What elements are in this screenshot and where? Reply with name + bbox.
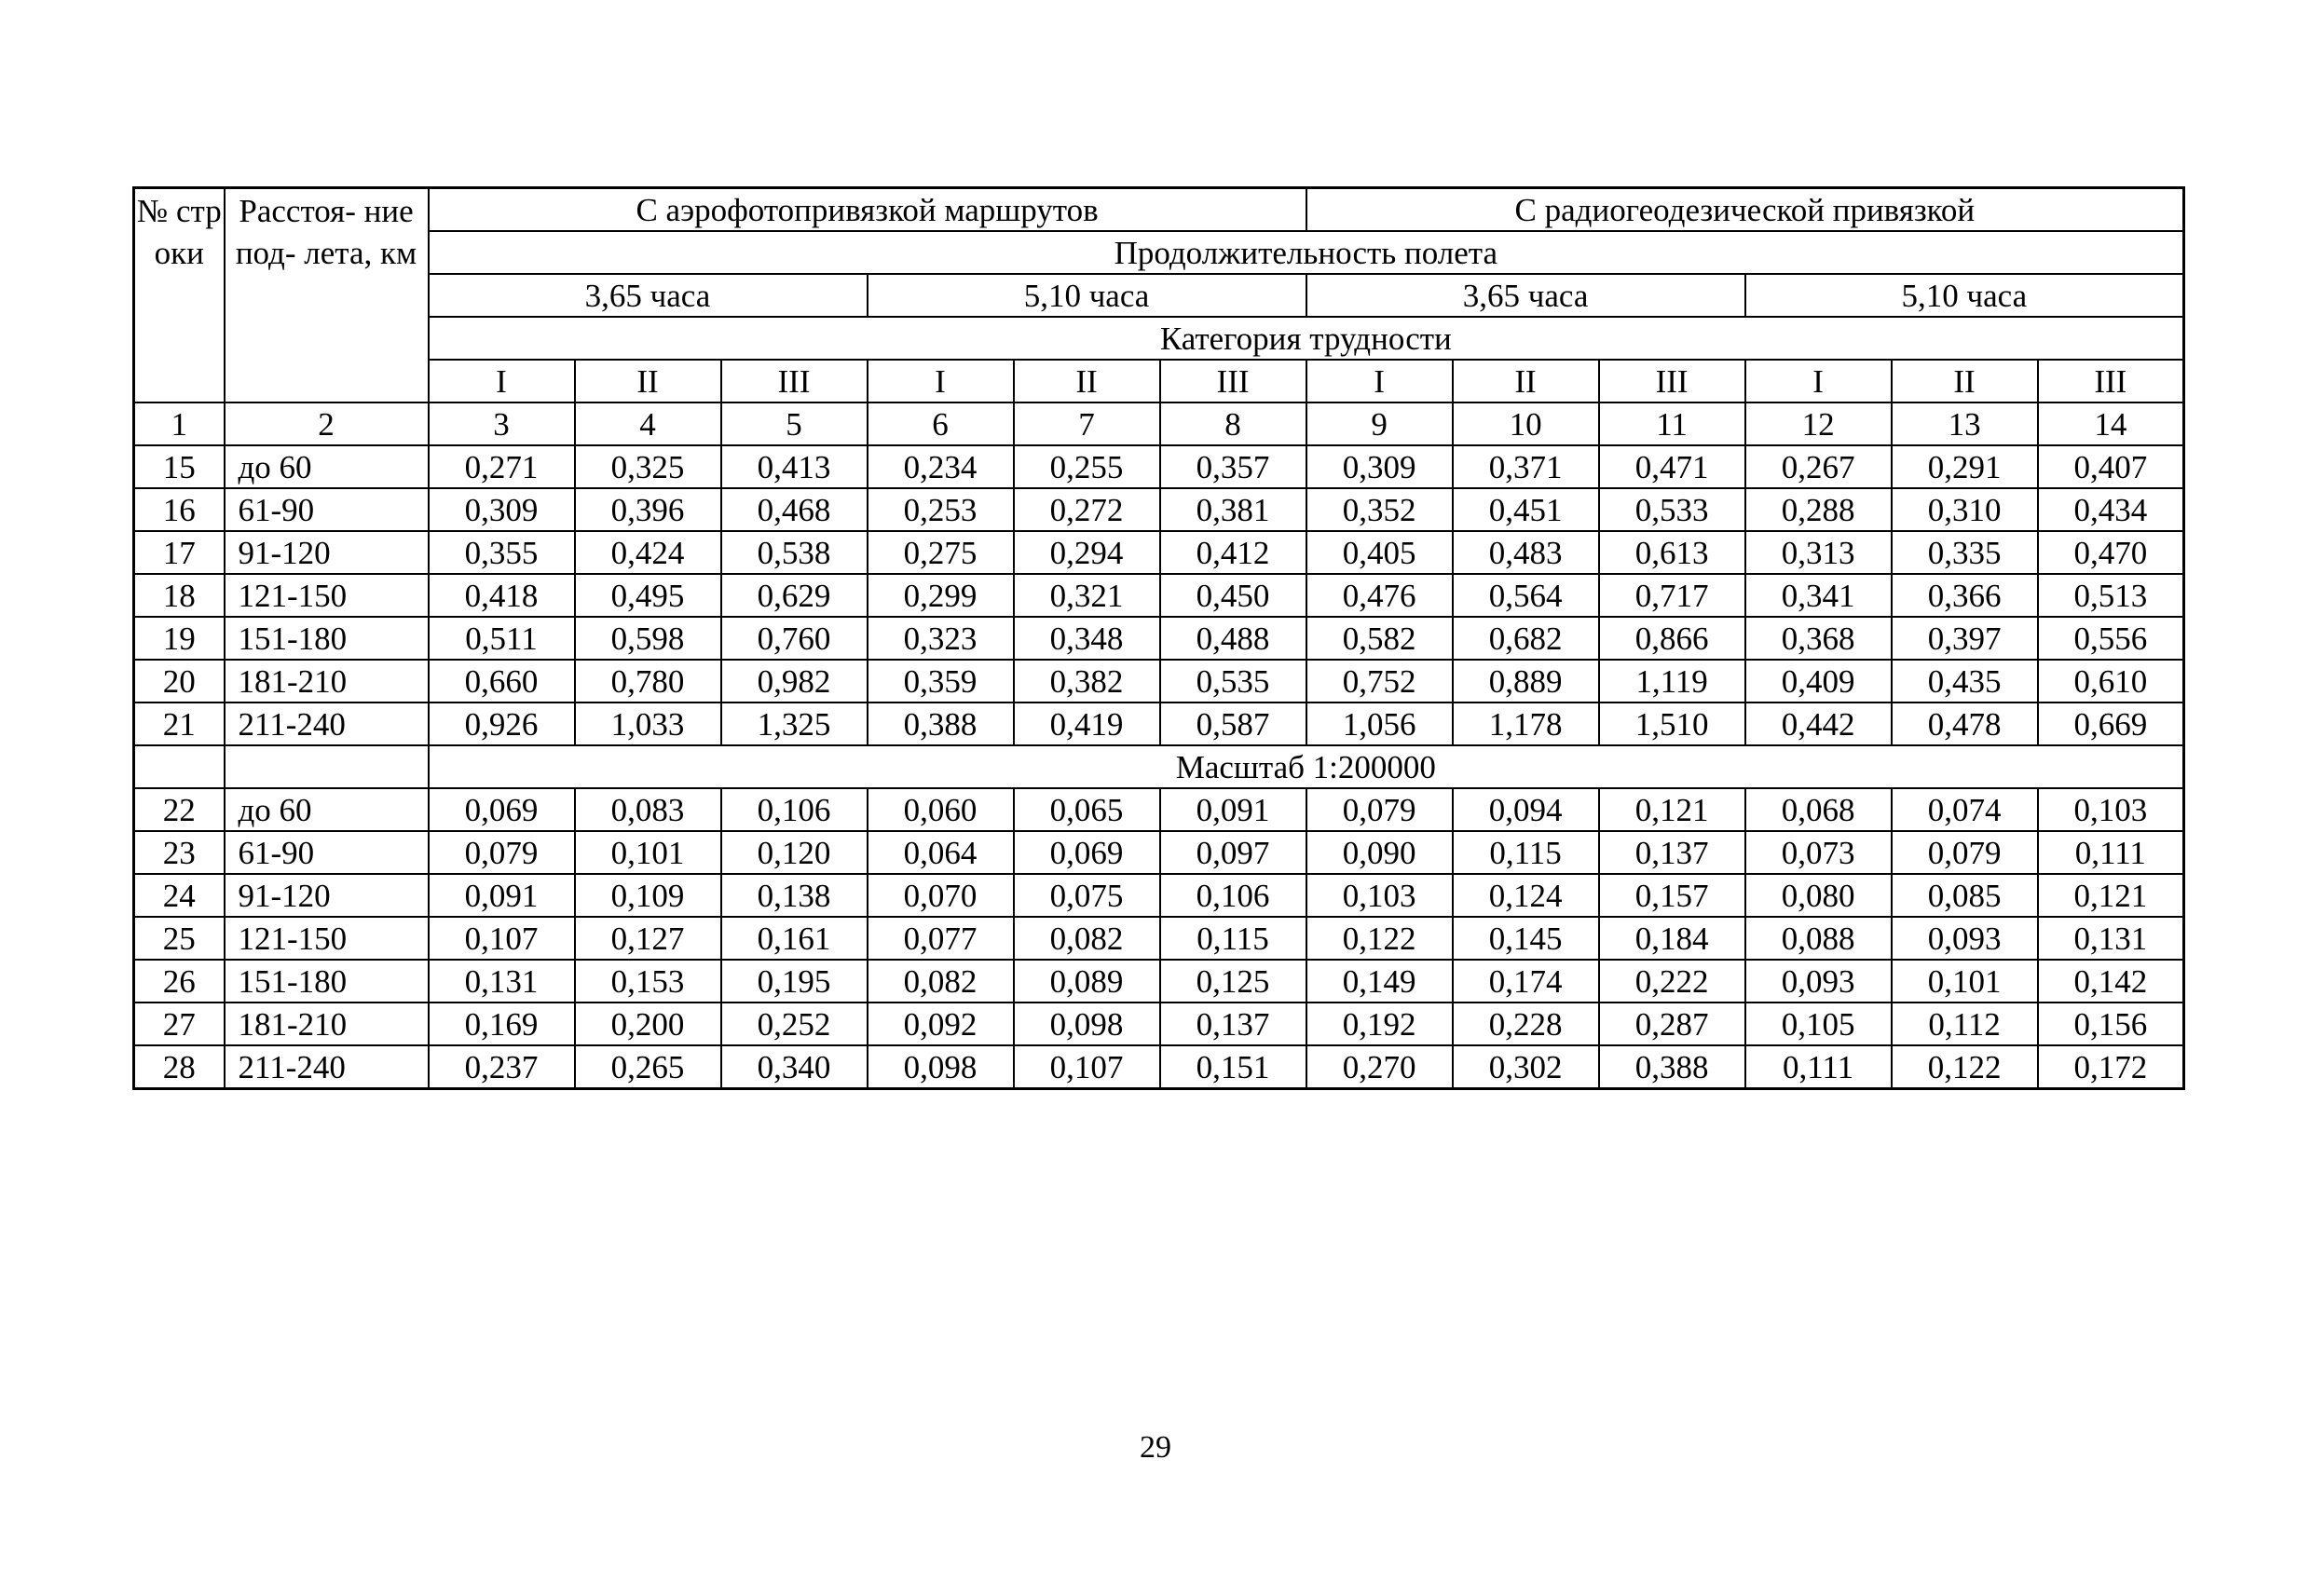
value-cell: 0,495 (575, 574, 721, 617)
value-cell: 0,442 (1745, 703, 1892, 745)
value-cell: 0,145 (1453, 917, 1599, 960)
value-cell: 0,598 (575, 617, 721, 660)
empty-cell (225, 745, 429, 788)
value-cell: 0,091 (1160, 788, 1306, 831)
column-number-cell: 12 (1745, 402, 1892, 445)
value-cell: 0,089 (1014, 960, 1160, 1003)
value-cell: 0,366 (1892, 574, 2038, 617)
table-row (134, 960, 2184, 1003)
value-cell: 0,309 (1306, 445, 1453, 488)
category-cell: III (1599, 360, 1745, 402)
value-cell: 0,234 (868, 445, 1014, 488)
value-cell: 0,368 (1745, 617, 1892, 660)
value-cell: 0,101 (1892, 960, 2038, 1003)
row-number-cell: 15 (134, 445, 225, 488)
value-cell: 0,272 (1014, 488, 1160, 531)
value-cell: 0,355 (429, 531, 575, 574)
table-row (134, 703, 2184, 745)
scale-row (134, 745, 2184, 788)
value-cell: 0,138 (721, 874, 868, 917)
header-difficulty: Категория трудности (429, 317, 2184, 360)
value-cell: 0,382 (1014, 660, 1160, 703)
value-cell: 0,103 (2038, 788, 2184, 831)
value-cell: 0,137 (1599, 831, 1745, 874)
value-cell: 0,309 (429, 488, 575, 531)
value-cell: 0,093 (1892, 917, 2038, 960)
value-cell: 0,106 (721, 788, 868, 831)
table-row (134, 488, 2184, 531)
value-cell: 0,252 (721, 1003, 868, 1045)
value-cell: 0,483 (1453, 531, 1599, 574)
value-cell: 0,101 (575, 831, 721, 874)
table-row (134, 788, 2184, 831)
value-cell: 0,184 (1599, 917, 1745, 960)
value-cell: 0,388 (1599, 1045, 1745, 1089)
value-cell: 0,451 (1453, 488, 1599, 531)
value-cell: 0,340 (721, 1045, 868, 1089)
value-cell: 0,094 (1453, 788, 1599, 831)
row-number-cell: 18 (134, 574, 225, 617)
value-cell: 0,222 (1599, 960, 1745, 1003)
value-cell: 0,127 (575, 917, 721, 960)
value-cell: 0,435 (1892, 660, 2038, 703)
value-cell: 0,470 (2038, 531, 2184, 574)
value-cell: 0,405 (1306, 531, 1453, 574)
table-row (134, 574, 2184, 617)
value-cell: 0,156 (2038, 1003, 2184, 1045)
value-cell: 0,538 (721, 531, 868, 574)
value-cell: 0,090 (1306, 831, 1453, 874)
value-cell: 0,098 (868, 1045, 1014, 1089)
value-cell: 0,200 (575, 1003, 721, 1045)
row-number-cell: 25 (134, 917, 225, 960)
value-cell: 0,271 (429, 445, 575, 488)
value-cell: 0,070 (868, 874, 1014, 917)
value-cell: 0,866 (1599, 617, 1745, 660)
value-cell: 0,112 (1892, 1003, 2038, 1045)
value-cell: 0,111 (2038, 831, 2184, 874)
header-flight-duration: Продолжительность полета (429, 231, 2184, 274)
value-cell: 0,669 (2038, 703, 2184, 745)
value-cell: 0,091 (429, 874, 575, 917)
column-number-cell: 3 (429, 402, 575, 445)
row-number-cell: 21 (134, 703, 225, 745)
value-cell: 0,535 (1160, 660, 1306, 703)
header-duration: 5,10 часа (868, 274, 1306, 317)
value-cell: 0,682 (1453, 617, 1599, 660)
column-number-cell: 2 (225, 402, 429, 445)
value-cell: 0,122 (1892, 1045, 2038, 1089)
value-cell: 1,325 (721, 703, 868, 745)
value-cell: 0,106 (1160, 874, 1306, 917)
value-cell: 0,357 (1160, 445, 1306, 488)
header-row-1 (134, 188, 2184, 232)
value-cell: 0,409 (1745, 660, 1892, 703)
header-categories-row (134, 360, 2184, 402)
distance-cell: 91-120 (225, 874, 429, 917)
value-cell: 0,660 (429, 660, 575, 703)
distance-cell: 211-240 (225, 703, 429, 745)
value-cell: 0,270 (1306, 1045, 1453, 1089)
header-duration: 5,10 часа (1745, 274, 2184, 317)
value-cell: 0,434 (2038, 488, 2184, 531)
table-row (134, 617, 2184, 660)
value-cell: 0,092 (868, 1003, 1014, 1045)
value-cell: 0,587 (1160, 703, 1306, 745)
value-cell: 0,412 (1160, 531, 1306, 574)
distance-cell: 121-150 (225, 574, 429, 617)
category-cell: III (1160, 360, 1306, 402)
value-cell: 0,131 (2038, 917, 2184, 960)
value-cell: 0,142 (2038, 960, 2184, 1003)
header-duration: 3,65 часа (429, 274, 868, 317)
value-cell: 0,064 (868, 831, 1014, 874)
value-cell: 0,153 (575, 960, 721, 1003)
row-number-cell: 26 (134, 960, 225, 1003)
value-cell: 0,556 (2038, 617, 2184, 660)
value-cell: 0,335 (1892, 531, 2038, 574)
column-number-cell: 11 (1599, 402, 1745, 445)
value-cell: 0,172 (2038, 1045, 2184, 1089)
value-cell: 0,228 (1453, 1003, 1599, 1045)
category-cell: III (2038, 360, 2184, 402)
category-cell: II (1014, 360, 1160, 402)
distance-cell: 181-210 (225, 1003, 429, 1045)
value-cell: 0,610 (2038, 660, 2184, 703)
table-row (134, 1003, 2184, 1045)
value-cell: 0,321 (1014, 574, 1160, 617)
value-cell: 0,088 (1745, 917, 1892, 960)
value-cell: 0,926 (429, 703, 575, 745)
value-cell: 0,488 (1160, 617, 1306, 660)
value-cell: 0,131 (429, 960, 575, 1003)
value-cell: 0,065 (1014, 788, 1160, 831)
distance-cell: 151-180 (225, 960, 429, 1003)
value-cell: 0,192 (1306, 1003, 1453, 1045)
value-cell: 0,313 (1745, 531, 1892, 574)
category-cell: III (721, 360, 868, 402)
value-cell: 0,069 (1014, 831, 1160, 874)
distance-cell: до 60 (225, 788, 429, 831)
value-cell: 0,161 (721, 917, 868, 960)
table-row (134, 531, 2184, 574)
value-cell: 0,068 (1745, 788, 1892, 831)
column-number-cell: 1 (134, 402, 225, 445)
value-cell: 0,079 (1306, 788, 1453, 831)
norms-table (132, 186, 2185, 1090)
value-cell: 0,418 (429, 574, 575, 617)
distance-cell: 61-90 (225, 488, 429, 531)
value-cell: 0,291 (1892, 445, 2038, 488)
value-cell: 0,082 (868, 960, 1014, 1003)
distance-cell: 61-90 (225, 831, 429, 874)
value-cell: 1,119 (1599, 660, 1745, 703)
value-cell: 0,310 (1892, 488, 2038, 531)
value-cell: 0,255 (1014, 445, 1160, 488)
value-cell: 0,982 (721, 660, 868, 703)
value-cell: 0,253 (868, 488, 1014, 531)
value-cell: 0,513 (2038, 574, 2184, 617)
distance-cell: 151-180 (225, 617, 429, 660)
table-row (134, 874, 2184, 917)
value-cell: 0,082 (1014, 917, 1160, 960)
column-number-cell: 9 (1306, 402, 1453, 445)
value-cell: 0,151 (1160, 1045, 1306, 1089)
value-cell: 0,397 (1892, 617, 2038, 660)
header-row-2 (134, 231, 2184, 274)
column-number-cell: 14 (2038, 402, 2184, 445)
category-cell: I (868, 360, 1014, 402)
value-cell: 0,288 (1745, 488, 1892, 531)
column-number-cell: 6 (868, 402, 1014, 445)
value-cell: 0,124 (1453, 874, 1599, 917)
value-cell: 0,352 (1306, 488, 1453, 531)
value-cell: 0,137 (1160, 1003, 1306, 1045)
value-cell: 0,582 (1306, 617, 1453, 660)
value-cell: 0,074 (1892, 788, 2038, 831)
column-number-cell: 5 (721, 402, 868, 445)
value-cell: 0,077 (868, 917, 1014, 960)
table-row (134, 660, 2184, 703)
value-cell: 0,079 (1892, 831, 2038, 874)
distance-cell: 181-210 (225, 660, 429, 703)
value-cell: 0,275 (868, 531, 1014, 574)
value-cell: 0,121 (1599, 788, 1745, 831)
row-number-cell: 20 (134, 660, 225, 703)
row-number-cell: 16 (134, 488, 225, 531)
row-number-cell: 27 (134, 1003, 225, 1045)
distance-cell: до 60 (225, 445, 429, 488)
value-cell: 0,413 (721, 445, 868, 488)
value-cell: 0,752 (1306, 660, 1453, 703)
value-cell: 0,478 (1892, 703, 2038, 745)
value-cell: 0,109 (575, 874, 721, 917)
distance-cell: 211-240 (225, 1045, 429, 1089)
distance-cell: 121-150 (225, 917, 429, 960)
row-number-cell: 19 (134, 617, 225, 660)
row-number-cell: 28 (134, 1045, 225, 1089)
value-cell: 1,033 (575, 703, 721, 745)
value-cell: 0,419 (1014, 703, 1160, 745)
value-cell: 0,115 (1453, 831, 1599, 874)
table-row (134, 445, 2184, 488)
value-cell: 0,080 (1745, 874, 1892, 917)
value-cell: 0,149 (1306, 960, 1453, 1003)
row-number-cell: 17 (134, 531, 225, 574)
category-cell: I (1306, 360, 1453, 402)
value-cell: 0,424 (575, 531, 721, 574)
row-number-cell: 22 (134, 788, 225, 831)
value-cell: 0,157 (1599, 874, 1745, 917)
value-cell: 0,341 (1745, 574, 1892, 617)
value-cell: 0,511 (429, 617, 575, 660)
value-cell: 0,889 (1453, 660, 1599, 703)
value-cell: 0,098 (1014, 1003, 1160, 1045)
value-cell: 0,299 (868, 574, 1014, 617)
value-cell: 0,169 (429, 1003, 575, 1045)
value-cell: 0,325 (575, 445, 721, 488)
header-row-3 (134, 274, 2184, 317)
value-cell: 0,407 (2038, 445, 2184, 488)
value-cell: 0,371 (1453, 445, 1599, 488)
category-cell: II (1892, 360, 2038, 402)
category-cell: II (575, 360, 721, 402)
value-cell: 0,533 (1599, 488, 1745, 531)
value-cell: 0,060 (868, 788, 1014, 831)
value-cell: 0,115 (1160, 917, 1306, 960)
category-cell: I (429, 360, 575, 402)
value-cell: 0,613 (1599, 531, 1745, 574)
header-column-numbers-row (134, 402, 2184, 445)
column-number-cell: 10 (1453, 402, 1599, 445)
value-cell: 0,396 (575, 488, 721, 531)
empty-cell (134, 745, 225, 788)
value-cell: 0,388 (868, 703, 1014, 745)
table-body (134, 188, 2184, 1089)
value-cell: 0,093 (1745, 960, 1892, 1003)
value-cell: 0,717 (1599, 574, 1745, 617)
value-cell: 0,111 (1745, 1045, 1892, 1089)
value-cell: 0,120 (721, 831, 868, 874)
value-cell: 1,178 (1453, 703, 1599, 745)
value-cell: 0,069 (429, 788, 575, 831)
row-number-cell: 23 (134, 831, 225, 874)
value-cell: 0,323 (868, 617, 1014, 660)
table-row (134, 1045, 2184, 1089)
value-cell: 0,174 (1453, 960, 1599, 1003)
value-cell: 0,267 (1745, 445, 1892, 488)
value-cell: 0,122 (1306, 917, 1453, 960)
value-cell: 0,107 (429, 917, 575, 960)
header-duration: 3,65 часа (1306, 274, 1745, 317)
header-aero-group: С аэрофотопривязкой маршрутов (429, 188, 1306, 232)
value-cell: 0,265 (575, 1045, 721, 1089)
value-cell: 1,056 (1306, 703, 1453, 745)
value-cell: 0,079 (429, 831, 575, 874)
column-number-cell: 8 (1160, 402, 1306, 445)
category-cell: II (1453, 360, 1599, 402)
value-cell: 0,348 (1014, 617, 1160, 660)
header-row-number: № стр оки (134, 188, 225, 403)
value-cell: 1,510 (1599, 703, 1745, 745)
value-cell: 0,103 (1306, 874, 1453, 917)
header-distance: Расстоя- ние под- лета, км (225, 188, 429, 403)
value-cell: 0,121 (2038, 874, 2184, 917)
value-cell: 0,195 (721, 960, 868, 1003)
value-cell: 0,450 (1160, 574, 1306, 617)
scale-label: Масштаб 1:200000 (429, 745, 2184, 788)
table-row (134, 831, 2184, 874)
column-number-cell: 13 (1892, 402, 2038, 445)
value-cell: 0,629 (721, 574, 868, 617)
value-cell: 0,085 (1892, 874, 2038, 917)
value-cell: 0,097 (1160, 831, 1306, 874)
value-cell: 0,476 (1306, 574, 1453, 617)
value-cell: 0,468 (721, 488, 868, 531)
value-cell: 0,564 (1453, 574, 1599, 617)
table-row (134, 917, 2184, 960)
header-row-4 (134, 317, 2184, 360)
distance-cell: 91-120 (225, 531, 429, 574)
value-cell: 0,760 (721, 617, 868, 660)
value-cell: 0,083 (575, 788, 721, 831)
value-cell: 0,780 (575, 660, 721, 703)
row-number-cell: 24 (134, 874, 225, 917)
value-cell: 0,073 (1745, 831, 1892, 874)
value-cell: 0,107 (1014, 1045, 1160, 1089)
column-number-cell: 4 (575, 402, 721, 445)
value-cell: 0,359 (868, 660, 1014, 703)
value-cell: 0,471 (1599, 445, 1745, 488)
page-number: 29 (1140, 1430, 1171, 1465)
value-cell: 0,294 (1014, 531, 1160, 574)
value-cell: 0,105 (1745, 1003, 1892, 1045)
value-cell: 0,237 (429, 1045, 575, 1089)
column-number-cell: 7 (1014, 402, 1160, 445)
value-cell: 0,302 (1453, 1045, 1599, 1089)
value-cell: 0,381 (1160, 488, 1306, 531)
category-cell: I (1745, 360, 1892, 402)
header-radio-group: С радиогеодезической привязкой (1306, 188, 2184, 232)
value-cell: 0,287 (1599, 1003, 1745, 1045)
value-cell: 0,075 (1014, 874, 1160, 917)
value-cell: 0,125 (1160, 960, 1306, 1003)
